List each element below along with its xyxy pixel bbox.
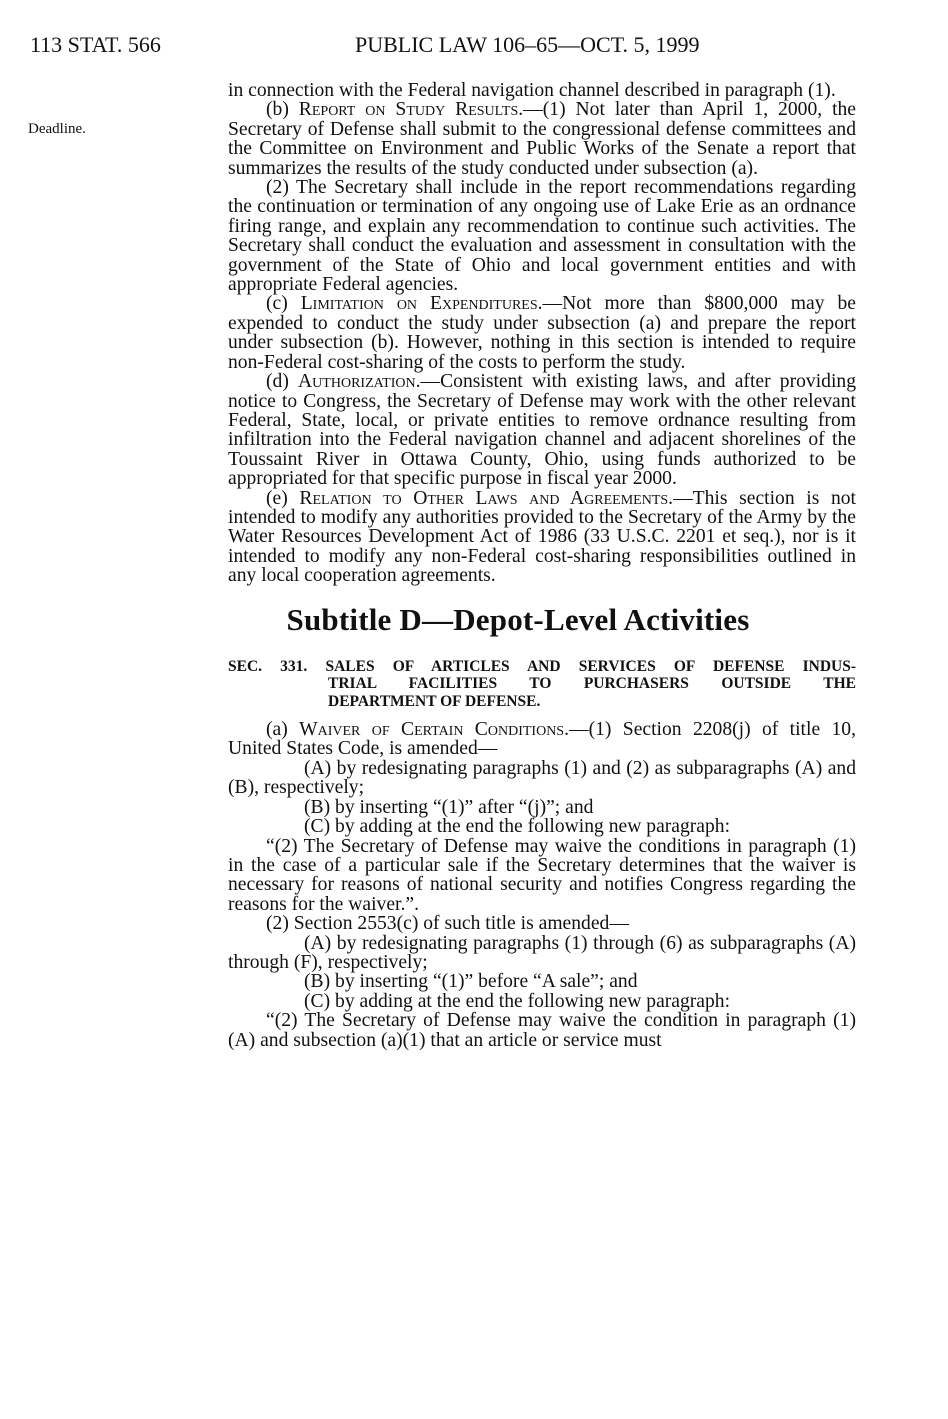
section-heading-line-1: SEC. 331. SALES OF ARTICLES AND SERVICES OF DEFENSE INDUS- bbox=[228, 657, 856, 675]
section-paragraph-a2: (2) Section 2553(c) of such title is amended— bbox=[266, 913, 629, 935]
clause-a1-A: (A) by redesignating paragraphs (1) and (2) as subparagraphs (A) and (B), respectively; bbox=[228, 757, 856, 799]
clause-a2-B: (B) by inserting “(1)” before “A sale”; and bbox=[304, 971, 638, 993]
clause-a2-C: (C) by adding at the end the following new paragraph: bbox=[304, 990, 731, 1012]
statute-page-number: 113 STAT. 566 bbox=[30, 32, 161, 57]
paragraph-e-text: —This section is not intended to modify any authorities provided to the Secretary of the Army by the Water Resources Development Act of 1986 (33 U.S.C. 2201 et seq.), nor is it intended to modify any non-Federal cost-sharing responsibilities outlined in any local cooperation agreements. bbox=[228, 487, 857, 587]
paragraph-b bbox=[228, 100, 856, 178]
paragraph-b-label: (b) bbox=[266, 99, 299, 121]
clause-a1-B: (B) by inserting “(1)” after “(j)”; and bbox=[304, 796, 594, 818]
subtitle-heading: Subtitle D—Depot-Level Activities bbox=[286, 601, 750, 637]
document-body bbox=[228, 81, 856, 1050]
paragraph-b2: (2) The Secretary shall include in the report recommendations regarding the continuation or termination of any ongoing use of Lake Erie as an ordnance firing range, and explain any recommendation to continue such activities. The Secretary shall conduct the evaluation and assessment in consultation with the government of the State of Ohio and local government entities and with appropriate Federal agencies. bbox=[228, 177, 856, 296]
section-paragraph-a-label: (a) bbox=[266, 719, 300, 741]
paragraph-d-label: (d) bbox=[266, 371, 299, 393]
quoted-paragraph-a1: “(2) The Secretary of Defense may waive the conditions in paragraph (1) in the case of a particular sale if the Secretary determines that the waiver is necessary for reasons of national security and notifies Congress regarding the reasons for the waiver.”. bbox=[228, 835, 856, 915]
paragraph-continuation: in connection with the Federal navigation channel described in paragraph (1). bbox=[228, 80, 836, 101]
page-header bbox=[30, 32, 920, 62]
section-heading-line-2: TRIAL FACILITIES TO PURCHASERS OUTSIDE THE bbox=[328, 675, 856, 693]
paragraph-d-text: —Consistent with existing laws, and after providing notice to Congress, the Secretary of Defense may work with the other relevant Federal, State, local, or private entities to remove ordnance resulting from infiltration into the Federal navigation channel and adjacent shorelines of the Toussaint River in Ottawa County, Ohio, using funds authorized to be appropriated for that specific purpose in fiscal year 2000. bbox=[228, 371, 856, 490]
clause-a1-C: (C) by adding at the end the following new paragraph: bbox=[304, 816, 731, 838]
paragraph-c-text: —Not more than $800,000 may be expended to conduct the study under subsection (a) and prepare the report under subsection (b). However, nothing in this section is intended to require non-Federal cost-sharing of the costs to perform the study. bbox=[228, 293, 856, 373]
paragraph-b-text: —(1) Not later than April 1, 2000, the Secretary of Defense shall submit to the congressional defense committees and the Committee on Environment and Public Works of the Senate a report that summarizes the results of the study conducted under subsection (a). bbox=[228, 99, 857, 179]
paragraph-e bbox=[228, 489, 856, 586]
paragraph-c bbox=[228, 294, 856, 372]
quoted-paragraph-a2: “(2) The Secretary of Defense may waive the condition in paragraph (1)(A) and subsection (a)(1) that an article or service must bbox=[228, 1010, 856, 1051]
paragraph-c-label: (c) bbox=[266, 293, 301, 315]
running-title: PUBLIC LAW 106–65—OCT. 5, 1999 bbox=[355, 32, 700, 57]
section-paragraph-a bbox=[228, 720, 856, 759]
paragraph-c-heading: Limitation on Expenditures. bbox=[300, 293, 543, 315]
margin-note-deadline: Deadline. bbox=[28, 121, 86, 137]
paragraph-e-label: (e) bbox=[266, 487, 300, 509]
paragraph-d bbox=[228, 372, 856, 488]
paragraph-b-heading: Report on Study Results. bbox=[298, 99, 524, 121]
section-heading-line-3: DEPARTMENT OF DEFENSE. bbox=[328, 692, 541, 710]
section-paragraph-a-text: —(1) Section 2208(j) of title 10, United States Code, is amended— bbox=[228, 719, 856, 760]
paragraph-e-heading: Relation to Other Laws and Agreements. bbox=[299, 487, 674, 509]
section-paragraph-a-heading: Waiver of Certain Conditions. bbox=[299, 719, 569, 741]
paragraph-d-heading: Authorization. bbox=[298, 371, 421, 393]
clause-a2-A: (A) by redesignating paragraphs (1) through (6) as subparagraphs (A) through (F), respectively; bbox=[228, 932, 856, 973]
section-heading bbox=[228, 658, 856, 711]
